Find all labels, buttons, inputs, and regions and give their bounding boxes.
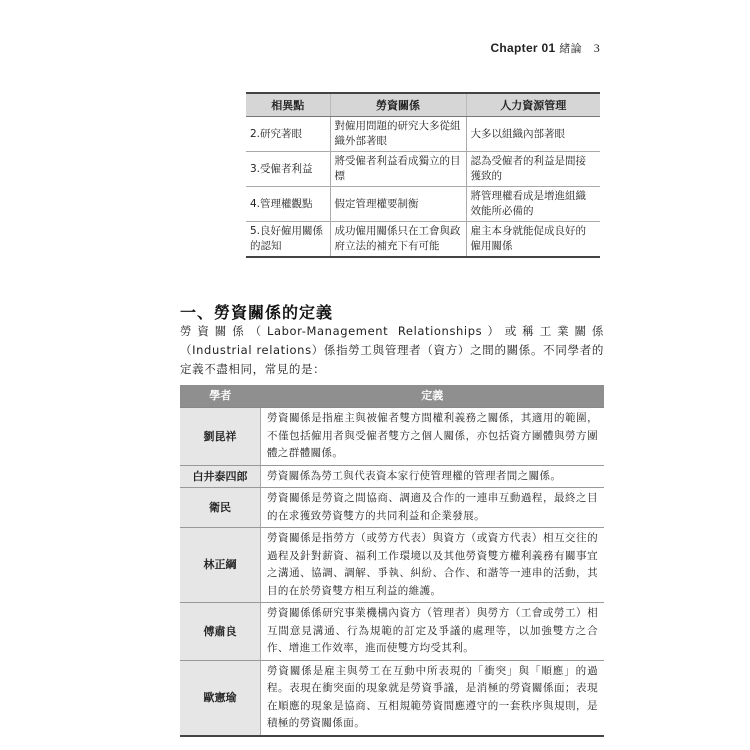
table-cell: 將管理權看成是增進組織效能所必備的 [466,187,600,222]
table-row [180,465,604,488]
table-row [246,152,600,187]
table-cell: 5.良好僱用關係的認知 [246,222,330,258]
scholar-name: 歐憲瑜 [180,660,261,736]
table-cell: 對僱用問題的研究大多從組織外部著眼 [330,117,466,152]
column-header: 人力資源管理 [466,93,600,117]
table-row [180,603,604,661]
definition-text: 勞資關係是雇主與勞工在互動中所表現的「衝突」與「順應」的過程。表現在衝突面的現象就是勞資爭議，是消極的勞資關係面；表現在順應的現象是協商、互相規範勞資間應遵守的一套秩序與規則，是積極的勞資關係面。 [261,660,605,736]
table-cell: 雇主本身就能促成良好的僱用關係 [466,222,600,258]
table-cell: 假定管理權要制衡 [330,187,466,222]
definition-text: 勞資關係為勞工與代表資本家行使管理權的管理者間之關係。 [261,465,605,488]
definitions-table [180,385,604,737]
scholar-name: 傅肅良 [180,603,261,661]
scholar-name: 衛民 [180,488,261,528]
scholar-name: 白井泰四郎 [180,465,261,488]
section-title: 一、勞資關係的定義 [180,303,334,322]
table-cell: 2.研究著眼 [246,117,330,152]
table-row [246,222,600,258]
table-cell: 4.管理權觀點 [246,187,330,222]
column-header: 定義 [261,385,605,408]
table-row [246,117,600,152]
definition-text: 勞資關係是指雇主與被僱者雙方間權利義務之關係，其適用的範圍，不僅包括僱用者與受僱者雙方之個人關係，亦包括資方團體與勞方團體之群體關係。 [261,408,605,466]
table-header-row [246,93,600,117]
table-cell: 將受僱者利益看成獨立的目標 [330,152,466,187]
table-header-row [180,385,604,408]
page-number: 3 [593,41,600,55]
table-cell: 成功僱用關係只在工會與政府立法的補充下有可能 [330,222,466,258]
table-row [180,488,604,528]
table-row [180,528,604,603]
table-cell: 認為受僱者的利益是間接獲致的 [466,152,600,187]
column-header: 勞資關係 [330,93,466,117]
comparison-table [246,92,600,258]
definition-text: 勞資關係是指勞方（或勞方代表）與資方（或資方代表）相互交往的過程及針對薪資、福利工作環境以及其他勞資雙方權利義務有關事宜之溝通、協調、調解、爭執、糾紛、合作、和諧等一連串的活動，其目的在於勞資雙方相互利益的維護。 [261,528,605,603]
chapter-title: 緒論 [559,42,582,55]
intro-paragraph: 勞資關係（Labor-Management Relationships）或稱工業關係（Industrial relations）係指勞工與管理者（資方）之間的關係。不同學者的定義不盡相同，常見的是： [180,324,604,376]
scholar-name: 林正綱 [180,528,261,603]
column-header: 學者 [180,385,261,408]
table-row [180,660,604,736]
definition-text: 勞資關係是勞資之間協商、調適及合作的一連串互動過程，最終之目的在求獲致勞資雙方的共同利益和企業發展。 [261,488,605,528]
table-cell: 大多以組織內部著眼 [466,117,600,152]
table-cell: 3.受僱者利益 [246,152,330,187]
chapter-label: Chapter 01 [490,41,556,55]
column-header: 相異點 [246,93,330,117]
table-row [246,187,600,222]
definition-text: 勞資關係係研究事業機構內資方（管理者）與勞方（工會或勞工）相互間意見溝通、行為規範的訂定及爭議的處理等，以加強雙方之合作、增進工作效率，進而使雙方均受其利。 [261,603,605,661]
page-header [490,40,600,56]
scholar-name: 劉昆祥 [180,408,261,466]
table-row [180,408,604,466]
